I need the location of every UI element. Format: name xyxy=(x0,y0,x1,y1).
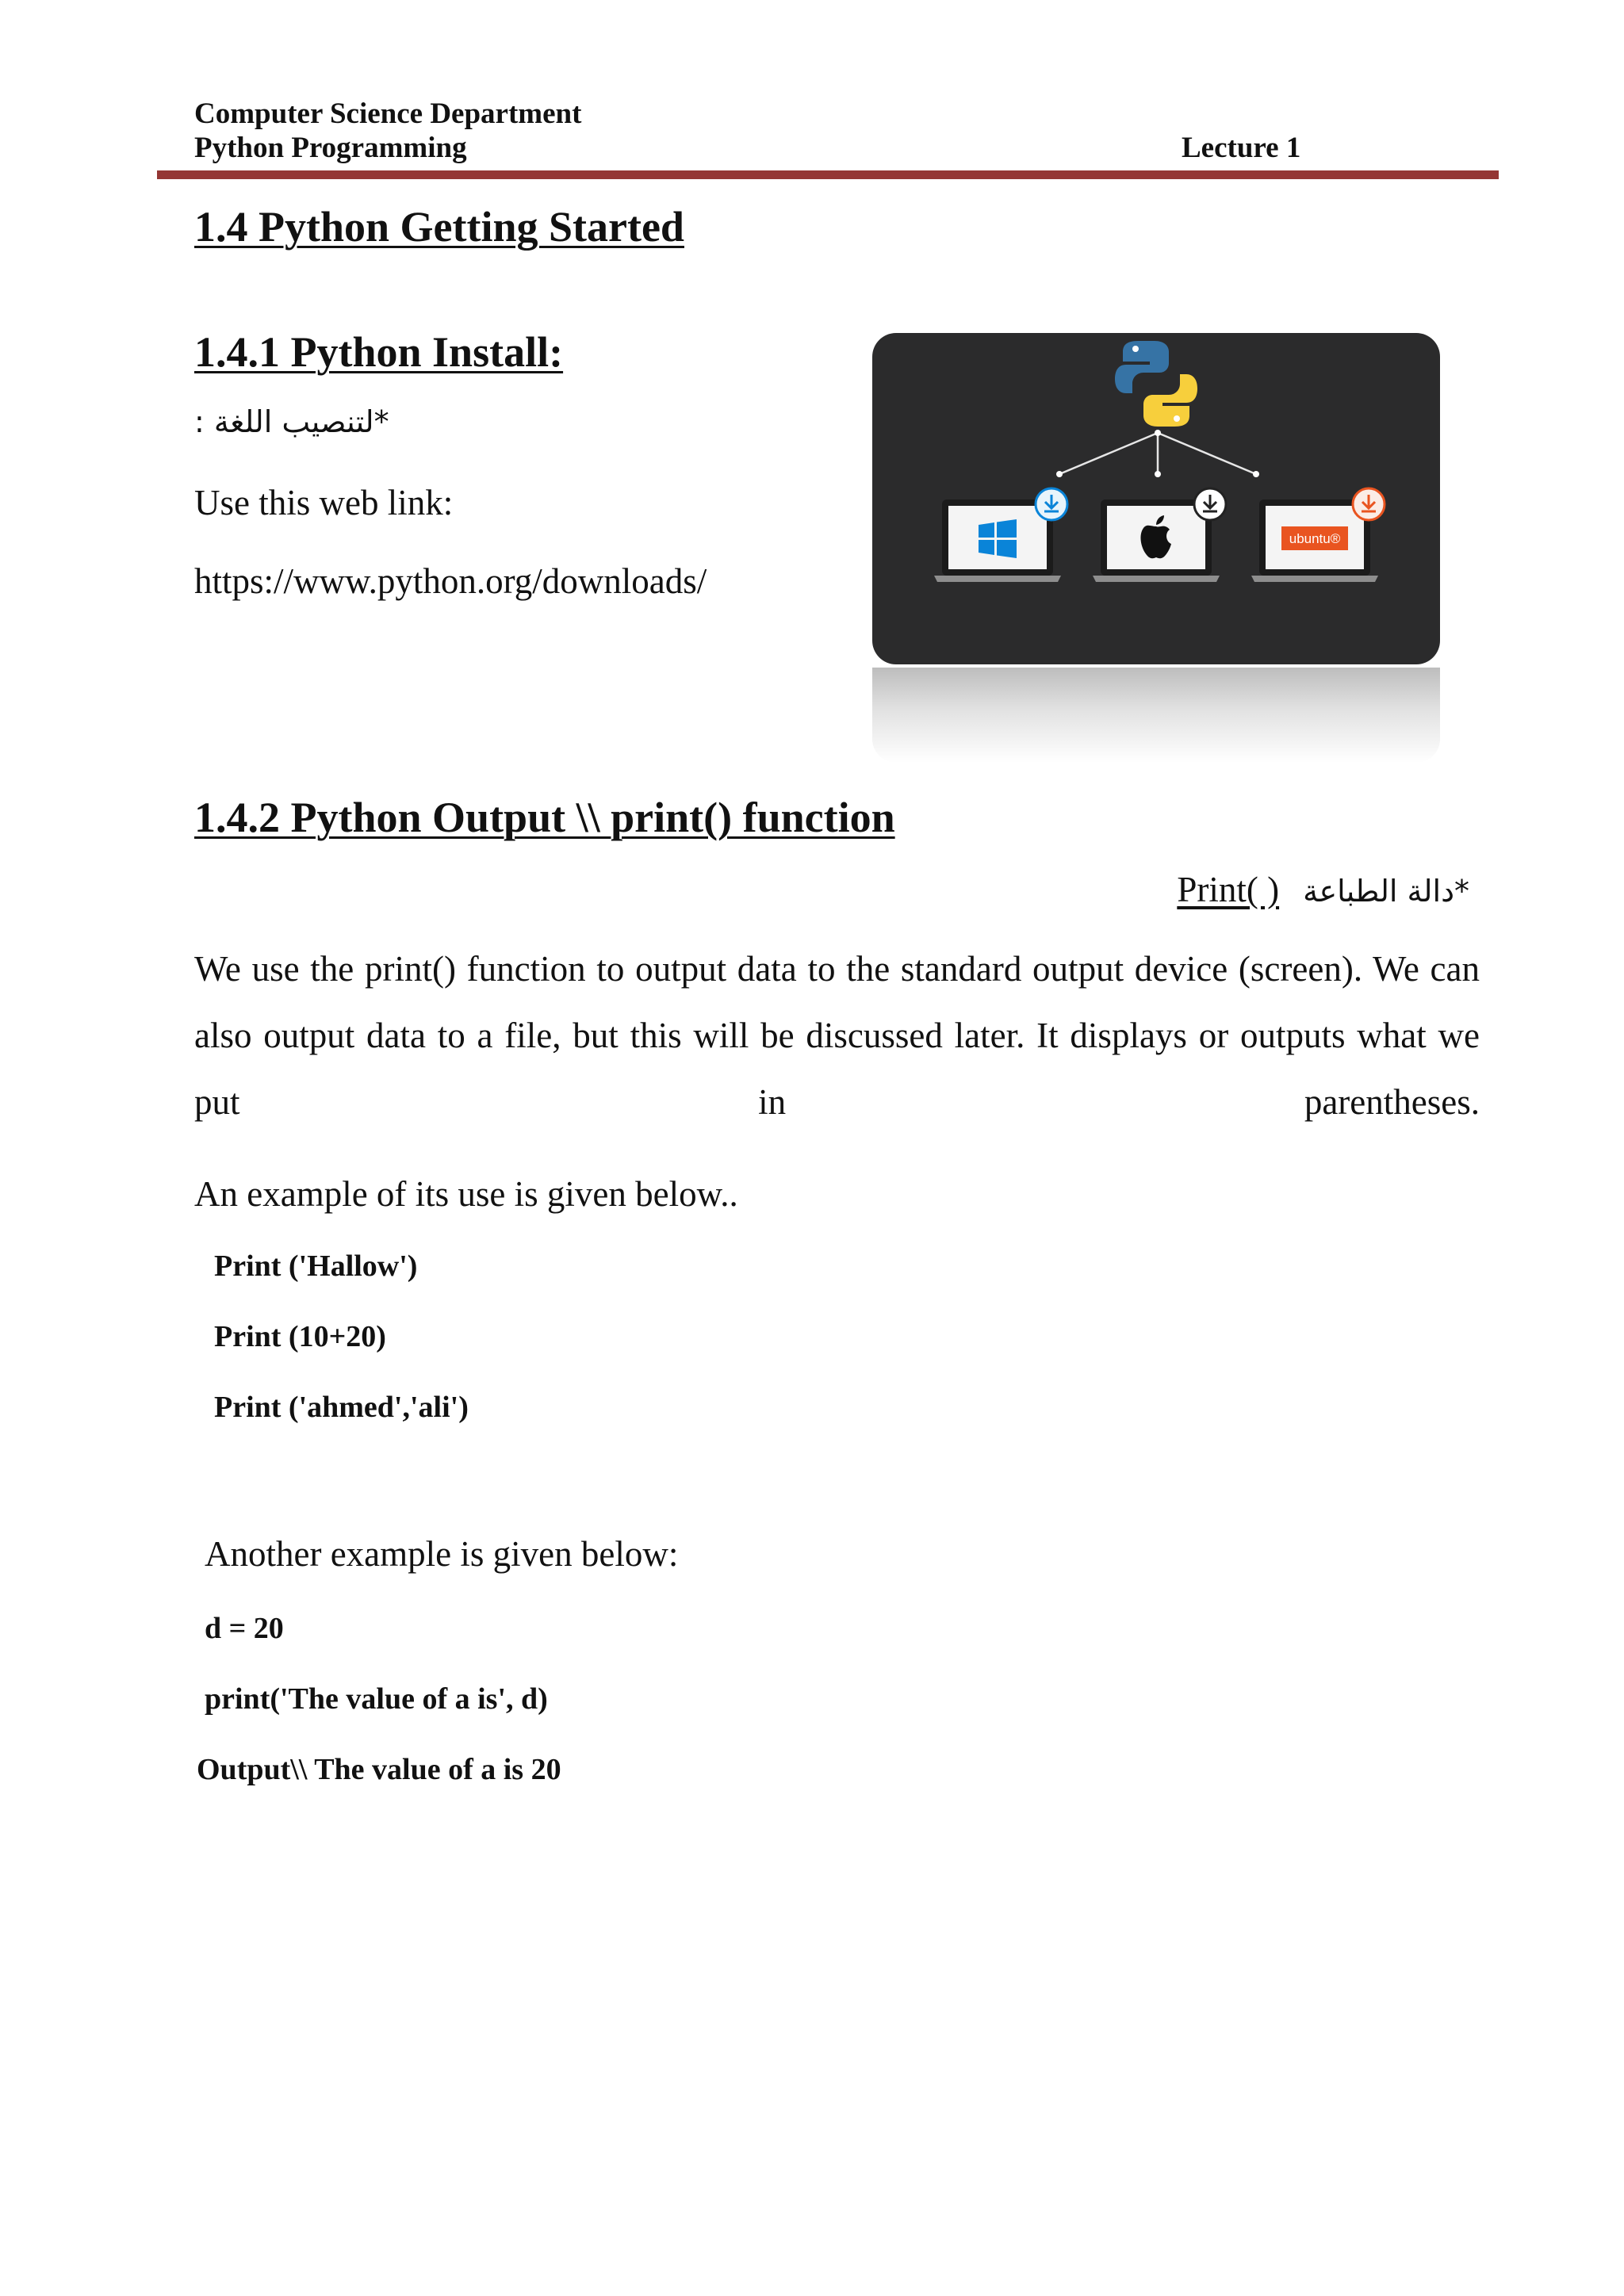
print-description-paragraph: We use the print() function to output data to the standard output device (screen). We can also output data to a file, but this will be discussed later. It displays or outputs what we put in parentheses. xyxy=(194,949,1480,1122)
download-link[interactable]: https://www.python.org/downloads/ xyxy=(194,561,707,601)
connector-lines xyxy=(1059,433,1256,474)
output-line: Output\\ The value of a is 20 xyxy=(197,1753,561,1786)
laptop-windows xyxy=(934,488,1067,582)
arabic-print-note: *دالة الطباعة xyxy=(1303,874,1469,909)
example-intro: An example of its use is given below.. xyxy=(194,1174,738,1214)
link-intro: Use this web link: xyxy=(194,483,454,522)
section-title-1-4-2: 1.4.2 Python Output \\ print() function xyxy=(194,794,895,841)
code-line-1: d = 20 xyxy=(205,1612,284,1645)
code-example-1: Print ('Hallow') xyxy=(214,1249,418,1283)
download-badge-icon xyxy=(1194,488,1226,520)
python-install-figure xyxy=(872,333,1440,664)
download-badge-icon xyxy=(1036,488,1067,520)
install-diagram xyxy=(872,333,1440,664)
header-lecture: Lecture 1 xyxy=(1182,132,1301,164)
header-course: Python Programming xyxy=(194,132,467,164)
section-title-1-4: 1.4 Python Getting Started xyxy=(194,203,684,251)
code-example-3: Print ('ahmed','ali') xyxy=(214,1391,469,1424)
print-label: Print( ) xyxy=(1177,870,1280,909)
header-department: Computer Science Department xyxy=(194,98,582,130)
another-example-intro: Another example is given below: xyxy=(205,1534,679,1574)
code-line-2: print('The value of a is', d) xyxy=(205,1682,548,1716)
python-logo-icon xyxy=(1115,341,1197,427)
download-badge-icon xyxy=(1353,488,1385,520)
header-rule xyxy=(157,170,1499,179)
arabic-install-note: *لتنصيب اللغة : xyxy=(194,404,389,439)
laptop-ubuntu xyxy=(1251,488,1385,582)
figure-reflection xyxy=(872,668,1440,763)
ubuntu-label: ubuntu® xyxy=(1289,531,1341,546)
print-function-line xyxy=(1177,867,1469,913)
code-example-2: Print (10+20) xyxy=(214,1320,386,1353)
section-title-1-4-1: 1.4.1 Python Install: xyxy=(194,328,564,376)
laptop-macos xyxy=(1093,488,1226,582)
